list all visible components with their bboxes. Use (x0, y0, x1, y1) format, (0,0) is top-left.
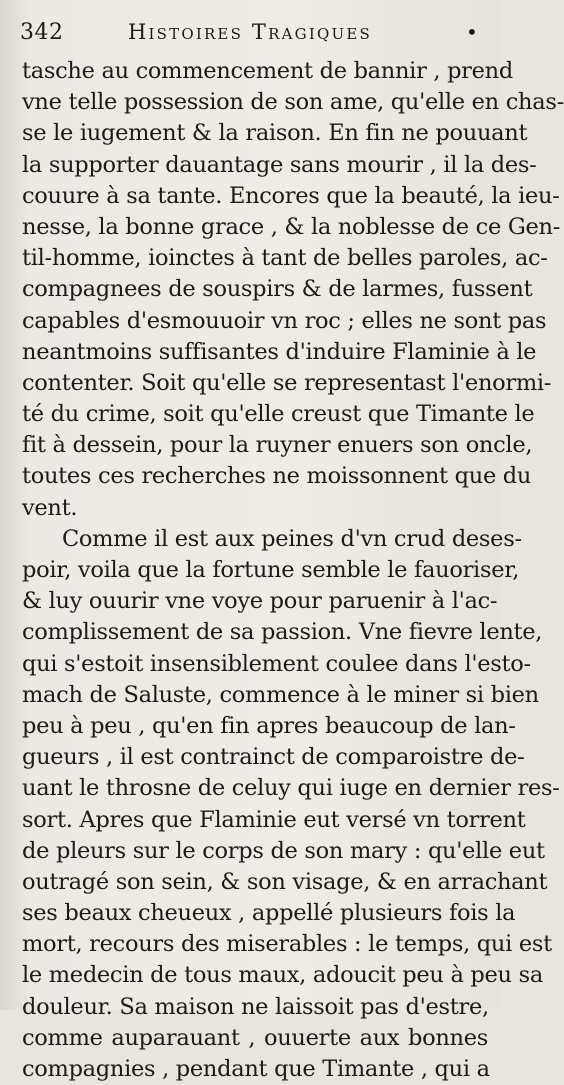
text-line: le medecin de tous maux, adoucit peu à peu sa (22, 962, 543, 989)
text-line: poir, voila que la fortune semble le fauoriser, (22, 557, 520, 583)
text-line: mort, recours des miserables : le temps, qui est (22, 931, 552, 958)
text-line: ses beaux cheueux , appellé plusieurs fois la (22, 900, 516, 927)
page-number: 342 (20, 20, 64, 45)
text-line: té du crime, soit qu'elle creust que Timante le (22, 401, 535, 428)
text-line: uant le throsne de celuy qui iuge en dernier res- (22, 775, 560, 802)
body-text (22, 56, 564, 1085)
text-line: Comme il est aux peines d'vn crud deses- (62, 525, 522, 552)
paragraph (22, 56, 564, 524)
text-line: tasche au commencement de bannir , prend (22, 58, 513, 84)
text-line: mach de Saluste, commence à le miner si bien (22, 681, 539, 708)
text-line: contenter. Soit qu'elle se representast l'enormi- (22, 369, 552, 396)
text-line: toutes ces recherches ne moissonnent que du (22, 463, 532, 490)
page-header (0, 16, 500, 50)
text-line: la supporter dauantage sans mourir , il la des- (22, 151, 537, 178)
text-line: qui s'estoit insensiblement coulee dans l'esto- (22, 650, 531, 677)
text-line: & luy ouurir vne voye pour paruenir à l'ac- (22, 588, 498, 615)
text-line: se le iugement & la raison. En fin ne pouuant (22, 120, 528, 147)
text-line: peu à peu , qu'en fin apres beaucoup de lan- (22, 712, 516, 739)
text-line: douleur. Sa maison ne laissoit pas d'estre, (22, 993, 489, 1020)
text-line: til-homme, ioinctes à tant de belles paroles, ac- (22, 245, 548, 272)
text-line: vne telle possession de son ame, qu'elle en chas- (22, 89, 564, 116)
text-line: vent. (22, 494, 78, 521)
text-line: gueurs , il est contrainct de comparoistre de- (22, 744, 525, 771)
text-line: sort. Apres que Flaminie eut versé vn torrent (22, 806, 526, 833)
text-line: de pleurs sur le corps de son mary : qu'elle eut (22, 837, 545, 864)
text-line: couure à sa tante. Encores que la beauté, la ieu- (22, 182, 560, 209)
text-line: capables d'esmouuoir vn roc ; elles ne sont pas (22, 307, 547, 334)
text-line: outragé son sein, & son visage, & en arrachant (22, 868, 548, 895)
text-line: nesse, la bonne grace , & la noblesse de ce Gen- (22, 213, 561, 240)
text-line: comme auparauant , ouuerte aux bonnes (22, 1024, 488, 1051)
paragraph (22, 524, 560, 1085)
text-line: compagnies , pendant que Timante , qui a (22, 1056, 490, 1082)
text-line: neantmoins suffisantes d'induire Flaminie à le (22, 338, 537, 365)
text-line: fit à dessein, pour la ruyner enuers son oncle, (22, 432, 533, 459)
running-title: Histoires Tragiques (128, 20, 372, 44)
header-mark: • (466, 20, 478, 44)
text-line: complissement de sa passion. Vne fievre lente, (22, 619, 543, 646)
text-line: compagnees de souspirs & de larmes, fussent (22, 276, 533, 303)
